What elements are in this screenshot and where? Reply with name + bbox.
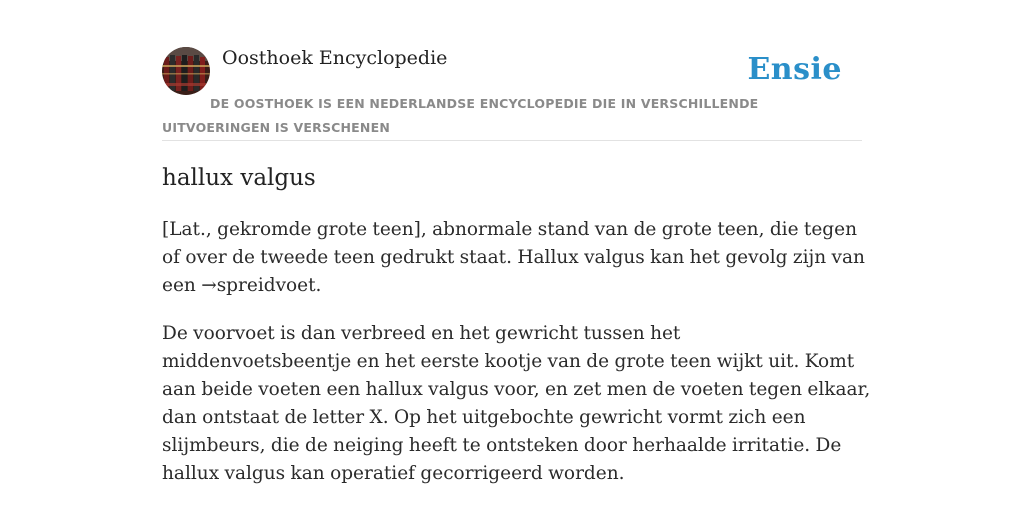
header bbox=[162, 46, 862, 141]
encyclopedia-books-icon[interactable] bbox=[162, 47, 210, 95]
brand-logo[interactable]: Ensie bbox=[747, 52, 842, 87]
article-paragraph: [Lat., gekromde grote teen], abnormale stand van de grote teen, die tegen of over de tweede teen gedrukt staat. Hallux valgus kan het gevolg zijn van een →spreidvoet. bbox=[162, 219, 865, 296]
site-tagline: DE OOSTHOEK IS EEN NEDERLANDSE ENCYCLOPEDIE DIE IN VERSCHILLENDE UITVOERINGEN IS VERSCHENEN bbox=[162, 96, 759, 135]
site-name[interactable]: Oosthoek Encyclopedie bbox=[222, 47, 448, 69]
article bbox=[162, 162, 874, 508]
article-title: hallux valgus bbox=[162, 165, 316, 191]
article-paragraph: De voorvoet is dan verbreed en het gewricht tussen het middenvoetsbeentje en het eerste kootje van de grote teen wijkt uit. Komt aan beide voeten een hallux valgus voor, en zet men de voeten tegen elkaar, dan ontstaat de letter X. Op het uitgebochte gewricht vormt zich een slijmbeurs, die de neiging heeft te ontsteken door herhaalde irritatie. De hallux valgus kan operatief gecorrigeerd worden. bbox=[162, 323, 871, 484]
